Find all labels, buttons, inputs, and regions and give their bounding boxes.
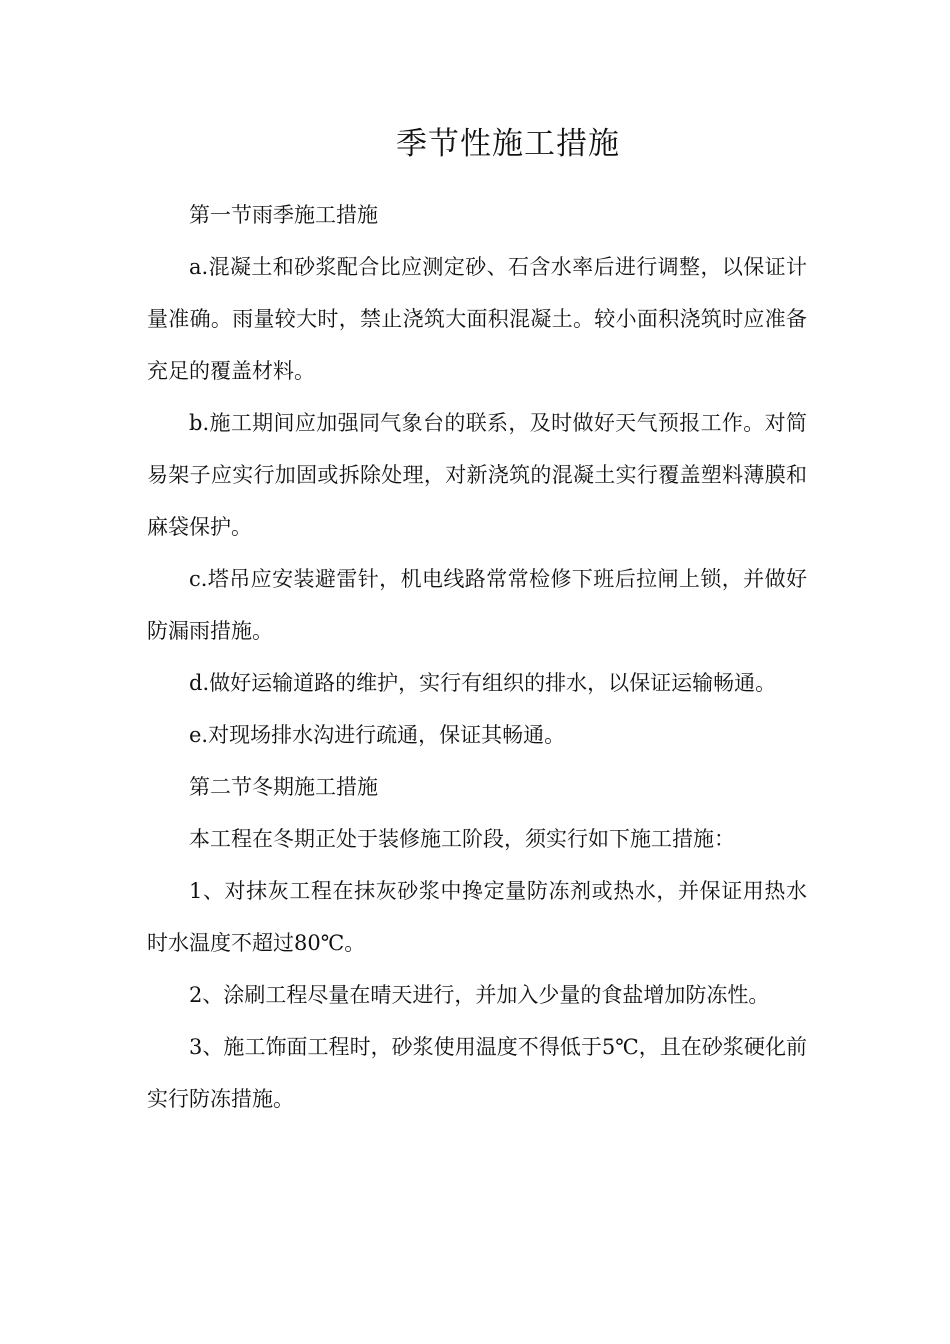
paragraph-item-2: 2、涂刷工程尽量在晴天进行，并加入少量的食盐增加防冻性。 xyxy=(189,983,770,1007)
paragraph-item-c: c.塔吊应安装避雷针，机电线路常常检修下班后拉闸上锁，并做好防漏雨措施。 xyxy=(147,567,807,643)
document-body xyxy=(147,189,807,1125)
paragraph-winter-intro: 本工程在冬期正处于装修施工阶段，须实行如下施工措施： xyxy=(189,827,735,851)
paragraph-item-e: e.对现场排水沟进行疏通，保证其畅通。 xyxy=(189,723,566,747)
paragraph-item-1: 1、对抹灰工程在抹灰砂浆中搀定量防冻剂或热水，并保证用热水时水温度不超过80℃。 xyxy=(147,879,807,955)
section-heading-winter: 第二节冬期施工措施 xyxy=(189,775,378,799)
paragraph-item-3: 3、施工饰面工程时，砂浆使用温度不得低于5℃，且在砂浆硬化前实行防冻措施。 xyxy=(147,1035,807,1111)
paragraph-item-a: a.混凝土和砂浆配合比应测定砂、石含水率后进行调整，以保证计量准确。雨量较大时，禁止浇筑大面积混凝土。较小面积浇筑时应准备充足的覆盖材料。 xyxy=(147,255,807,383)
section-heading-rainy-season: 第一节雨季施工措施 xyxy=(189,203,378,227)
paragraph-item-d: d.做好运输道路的维护，实行有组织的排水，以保证运输畅通。 xyxy=(189,671,777,695)
document-title: 季节性施工措施 xyxy=(396,126,620,162)
paragraph-item-b: b.施工期间应加强同气象台的联系，及时做好天气预报工作。对简易架子应实行加固或拆除处理，对新浇筑的混凝土实行覆盖塑料薄膜和麻袋保护。 xyxy=(147,411,807,539)
